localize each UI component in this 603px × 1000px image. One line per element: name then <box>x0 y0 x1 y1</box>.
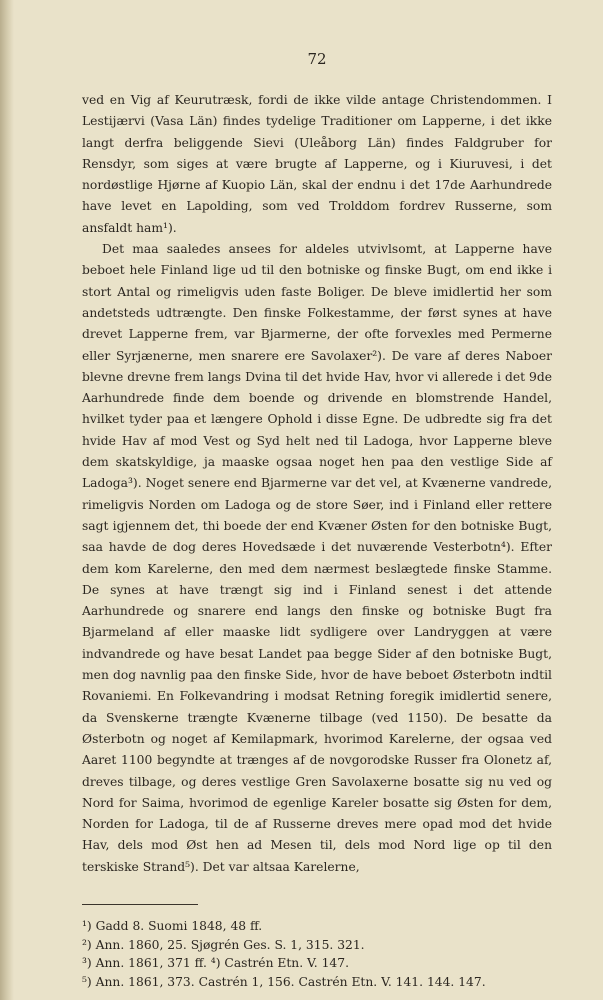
paragraph-2: Det maa saaledes ansees for aldeles utvivlsomt, at Lapperne have beboet hele Finland lige ud til den botniske og finske Bugt, om end ikke i stort Antal og rimeligvis uden faste Boliger. De bleve imidlertid her som andetsteds udtrængte. Den finske Folkestamme, der først synes at have drevet Lapperne frem, var Bjarmerne, der ofte forvexles med Permerne eller Syrjænerne, men snarere ere Savolaxer²). De vare af deres Naboer blevne drevne frem langs Dvina til det hvide Hav, hvor vi allerede i det 9de Aarhundrede finde dem boende og drivende en blomstrende Handel, hvilket tyder paa et længere Ophold i disse Egne. De udbredte sig fra det hvide Hav af mod Vest og Syd helt ned til Ladoga, hvor Lapperne bleve dem skatskyldige, ja maaske ogsaa noget hen paa den vestlige Side af Ladoga³). Noget senere end Bjarmerne var det vel, at Kvænerne vandrede, rimeligvis Norden om Ladoga og de store Søer, ind i Finland eller rettere sagt igjennem det, thi boede der end Kvæner Østen for den botniske Bugt, saa havde de dog deres Hovedsæde i det nuværende Vesterbotn⁴). Efter dem kom Karelerne, den med dem nærmest beslægtede finske Stamme. De synes at have trængt sig ind i Finland senest i det attende Aarhundrede og snarere end langs den finske og botniske Bugt fra Bjarmeland af eller maaske lidt sydligere over Landryggen at være indvandrede og have besat Landet paa begge Sider af den botniske Bugt, men dog navnlig paa den finske Side, hvor de have beboet Østerbotn indtil Rovaniemi. En Folkevandring i modsat Retning foregik imidlertid senere, da Svenskerne trængte Kvænerne tilbage (ved 1150). De besatte da Østerbotn og noget af Kemilapmark, hvorimod Karelerne, der ogsaa ved Aaret 1100 begyndte at trænges af de novgorodske Russer fra Olonetz af, dreves tilbage, og deres vestlige Gren Savolaxerne bosatte sig nu ved og Nord for Saima, hvorimod de egenlige Kareler bosatte sig Østen for dem, Norden for Ladoga, til de af Russerne dreves mere opad mod det hvide Hav, dels mod Øst hen ad Mesen til, dels mod Nord lige op til den terskiske Strand⁵). Det var altsaa Karelerne, <box>82 242 552 874</box>
footnote-3-4: ³) Ann. 1861, 371 ff. ⁴) Castrén Etn. V. 147. <box>82 956 349 971</box>
page-number: 72 <box>307 50 327 68</box>
paragraph-1: ved en Vig af Keurutræsk, fordi de ikke vilde antage Christendommen. I Lestijærvi (Vasa Län) findes tydelige Traditioner om Lapperne, i det ikke langt derfra beliggende Sievi (Uleåborg Län) findes Faldgruber for Rensdyr, som siges at være brugte af Lapperne, og i Kiuruvesi, i det nordøstlige Hjørne af Kuopio Län, skal der endnu i det 17de Aarhundrede have levet en Lapolding, som ved Trolddom fordrev Russerne, som ansfaldt ham¹). <box>82 93 552 235</box>
footnotes <box>82 917 552 991</box>
footnote-2: ²) Ann. 1860, 25. Sjøgrén Ges. S. 1, 315. 321. <box>82 937 365 952</box>
footnote-5: ⁵) Ann. 1861, 373. Castrén 1, 156. Castrén Etn. V. 141. 144. 147. <box>82 974 486 989</box>
footnote-rule <box>82 904 198 905</box>
footnote-1: ¹) Gadd 8. Suomi 1848, 48 ff. <box>82 918 263 933</box>
book-page <box>82 50 552 991</box>
body-text <box>82 90 552 878</box>
book-spine-shadow <box>0 0 14 1000</box>
